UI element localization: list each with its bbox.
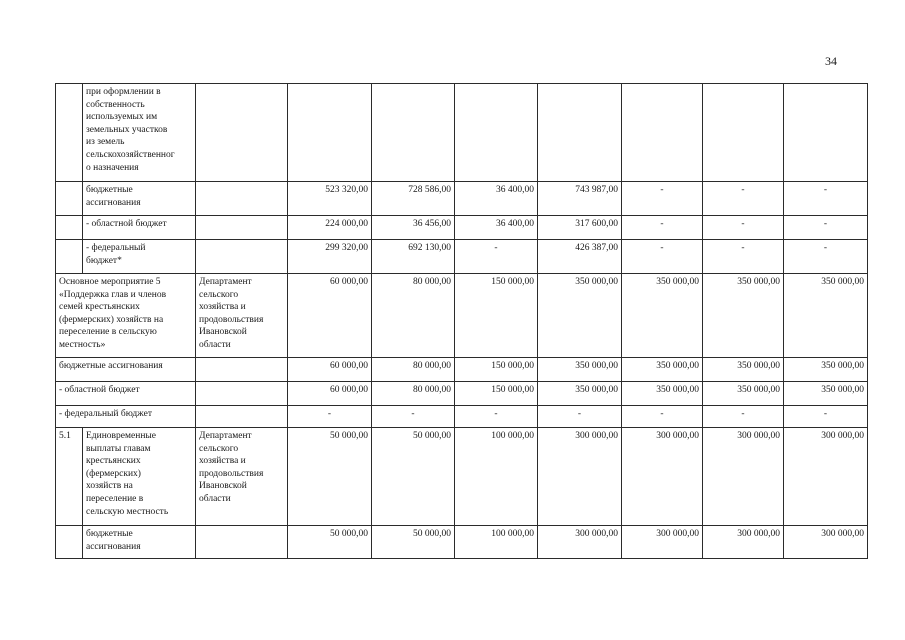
cell-line: бюджетные (86, 185, 133, 195)
amount-cell: 60 000,00 (288, 358, 372, 382)
amount-cell: - (455, 406, 538, 428)
executor-cell (196, 526, 288, 559)
amount-cell: 150 000,00 (455, 358, 538, 382)
amount-cell: 523 320,00 (288, 182, 372, 216)
cell-line: бюджет* (86, 255, 122, 266)
amount-cell: 299 320,00 (288, 240, 372, 274)
cell-line: - федеральный бюджет (59, 409, 152, 419)
amount-cell: - (784, 182, 868, 216)
amount-cell (784, 84, 868, 182)
item-number-cell (56, 216, 83, 240)
amount-cell: 350 000,00 (784, 358, 868, 382)
cell-line: ассигнования (86, 197, 141, 208)
amount-cell: - (703, 216, 784, 240)
amount-cell: 300 000,00 (622, 526, 703, 559)
cell-line: крестьянских (86, 456, 141, 467)
cell-line: семей крестьянских (59, 302, 140, 313)
amount-cell: 350 000,00 (538, 358, 622, 382)
amount-cell: 350 000,00 (538, 382, 622, 406)
amount-cell: 100 000,00 (455, 526, 538, 559)
amount-cell: - (622, 216, 703, 240)
cell-line: сельского (199, 289, 239, 300)
amount-cell (538, 84, 622, 182)
cell-line: бюджетные ассигнования (59, 361, 163, 371)
amount-cell: - (784, 216, 868, 240)
row-label-cell (83, 182, 196, 216)
amount-cell: 100 000,00 (455, 428, 538, 526)
cell-line: области (199, 339, 231, 350)
activity-label-cell (83, 428, 196, 526)
cell-line: продовольствия (199, 468, 264, 479)
cell-line: (фермерских) хозяйств на (59, 314, 164, 325)
table-row (56, 406, 868, 428)
amount-cell: 350 000,00 (703, 274, 784, 358)
amount-cell: 350 000,00 (784, 382, 868, 406)
cell-line: «Поддержка глав и членов (59, 289, 167, 300)
executor-cell (196, 358, 288, 382)
amount-cell: - (288, 406, 372, 428)
budget-table (55, 83, 868, 559)
amount-cell: 150 000,00 (455, 382, 538, 406)
item-number-cell (56, 182, 83, 216)
amount-cell: 50 000,00 (372, 526, 455, 559)
amount-cell: 350 000,00 (538, 274, 622, 358)
row-label-cell (83, 216, 196, 240)
row-label-cell (56, 358, 196, 382)
amount-cell: 426 387,00 (538, 240, 622, 274)
amount-cell: 150 000,00 (455, 274, 538, 358)
amount-cell: - (703, 240, 784, 274)
cell-line: ассигнования (86, 541, 141, 552)
cell-line: продовольствия (199, 314, 264, 325)
table-row (56, 358, 868, 382)
cell-line: сельскохозяйственног (86, 149, 175, 160)
amount-cell: 350 000,00 (622, 382, 703, 406)
amount-cell: 224 000,00 (288, 216, 372, 240)
amount-cell: - (784, 406, 868, 428)
cell-line: хозяйств на (86, 481, 133, 492)
table-row (56, 428, 868, 526)
cell-line: собственность (86, 99, 145, 110)
amount-cell: 350 000,00 (622, 358, 703, 382)
row-label-cell (56, 382, 196, 406)
amount-cell: - (538, 406, 622, 428)
cell-line: (фермерских) (86, 468, 141, 479)
cell-line: хозяйства и (199, 456, 246, 467)
amount-cell: 300 000,00 (538, 428, 622, 526)
cell-line: о назначения (86, 162, 139, 173)
cell-line: - областной бюджет (86, 219, 167, 229)
cell-line: при оформлении в (86, 87, 161, 97)
amount-cell: - (372, 406, 455, 428)
item-number-cell (56, 526, 83, 559)
amount-cell: - (703, 182, 784, 216)
row-label-cell (83, 84, 196, 182)
amount-cell (703, 84, 784, 182)
page-number: 34 (825, 54, 837, 68)
cell-line: земельных участков (86, 124, 168, 135)
amount-cell: 36 400,00 (455, 182, 538, 216)
cell-line: Ивановской (199, 327, 247, 338)
row-label-cell (83, 240, 196, 274)
cell-line: из земель (86, 137, 125, 148)
table-row (56, 216, 868, 240)
table-row (56, 526, 868, 559)
amount-cell: 50 000,00 (372, 428, 455, 526)
amount-cell: 317 600,00 (538, 216, 622, 240)
amount-cell (455, 84, 538, 182)
cell-line: выплаты главам (86, 443, 151, 454)
item-number-cell: 5.1 (56, 428, 83, 526)
cell-line: используемых им (86, 112, 158, 123)
amount-cell: - (622, 182, 703, 216)
amount-cell: 50 000,00 (288, 526, 372, 559)
amount-cell: 350 000,00 (622, 274, 703, 358)
item-number-cell (56, 84, 83, 182)
amount-cell (622, 84, 703, 182)
executor-cell (196, 216, 288, 240)
executor-cell (196, 274, 288, 358)
table-row (56, 240, 868, 274)
amount-cell: - (455, 240, 538, 274)
executor-cell (196, 428, 288, 526)
amount-cell: 36 456,00 (372, 216, 455, 240)
amount-cell: - (622, 240, 703, 274)
table-row (56, 274, 868, 358)
cell-line: сельскую местность (86, 506, 169, 517)
executor-cell (196, 382, 288, 406)
amount-cell: 50 000,00 (288, 428, 372, 526)
cell-line: области (199, 493, 231, 504)
executor-cell (196, 182, 288, 216)
cell-line: бюджетные (86, 529, 133, 539)
cell-line: Департамент (199, 431, 252, 441)
table-row (56, 182, 868, 216)
executor-cell (196, 84, 288, 182)
cell-line: Основное мероприятие 5 (59, 277, 161, 287)
amount-cell: 692 130,00 (372, 240, 455, 274)
amount-cell: 743 987,00 (538, 182, 622, 216)
cell-line: местность» (59, 339, 106, 350)
amount-cell: 300 000,00 (538, 526, 622, 559)
cell-line: Единовременные (86, 431, 157, 441)
table-row (56, 382, 868, 406)
cell-line: сельского (199, 443, 239, 454)
amount-cell: - (622, 406, 703, 428)
amount-cell: 300 000,00 (703, 526, 784, 559)
amount-cell: 60 000,00 (288, 274, 372, 358)
amount-cell: 80 000,00 (372, 358, 455, 382)
amount-cell: 300 000,00 (622, 428, 703, 526)
executor-cell (196, 406, 288, 428)
amount-cell (372, 84, 455, 182)
amount-cell: 350 000,00 (703, 382, 784, 406)
amount-cell: - (784, 240, 868, 274)
cell-line: переселение в (86, 493, 144, 504)
cell-line: переселение в сельскую (59, 327, 157, 338)
cell-line: Ивановской (199, 481, 247, 492)
item-number-cell (56, 240, 83, 274)
amount-cell: 350 000,00 (703, 358, 784, 382)
amount-cell (288, 84, 372, 182)
activity-label-cell (56, 274, 196, 358)
amount-cell: - (703, 406, 784, 428)
amount-cell: 728 586,00 (372, 182, 455, 216)
amount-cell: 300 000,00 (784, 526, 868, 559)
amount-cell: 60 000,00 (288, 382, 372, 406)
amount-cell: 350 000,00 (784, 274, 868, 358)
cell-line: - федеральный (86, 243, 146, 253)
executor-cell (196, 240, 288, 274)
amount-cell: 36 400,00 (455, 216, 538, 240)
cell-line: хозяйства и (199, 302, 246, 313)
row-label-cell (83, 526, 196, 559)
amount-cell: 80 000,00 (372, 274, 455, 358)
amount-cell: 300 000,00 (703, 428, 784, 526)
cell-line: - областной бюджет (59, 385, 140, 395)
amount-cell: 300 000,00 (784, 428, 868, 526)
row-label-cell (56, 406, 196, 428)
cell-line: Департамент (199, 277, 252, 287)
table-row (56, 84, 868, 182)
amount-cell: 80 000,00 (372, 382, 455, 406)
